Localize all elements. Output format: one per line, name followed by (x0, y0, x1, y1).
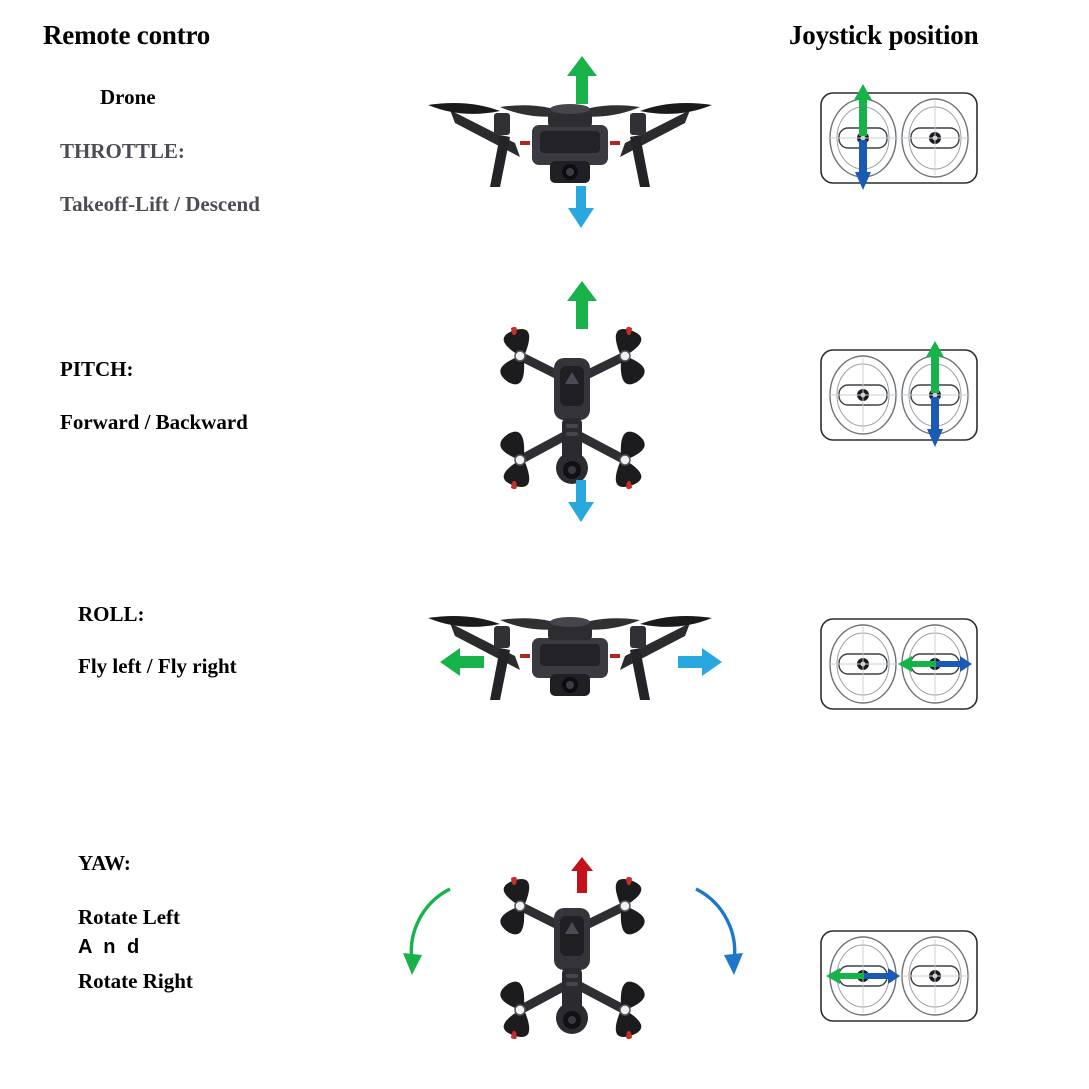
header-remote-control: Remote contro (43, 20, 211, 50)
row-pitch (0, 285, 1089, 515)
blue-down-arrow-pitch (566, 480, 596, 522)
drone-top-view-yaw (480, 870, 665, 1050)
label-throttle-title: THROTTLE: (60, 139, 185, 163)
row-yaw (0, 845, 1089, 1060)
label-pitch-title: PITCH: (60, 357, 134, 381)
joystick-module-yaw[interactable] (820, 930, 978, 1022)
label-roll-desc: Fly left / Fly right (78, 654, 237, 678)
red-up-arrow-yaw (570, 857, 594, 893)
label-yaw-desc-line2: A n d (78, 936, 143, 958)
label-drone: Drone (100, 85, 156, 109)
green-curved-arrow-rotate-left (398, 883, 458, 983)
label-yaw-desc-line3: Rotate Right (78, 969, 193, 993)
blue-curved-arrow-rotate-right (688, 883, 748, 983)
blue-down-arrow-throttle (566, 186, 596, 228)
label-yaw-title: YAW: (78, 851, 131, 875)
label-roll-title: ROLL: (78, 602, 145, 626)
green-up-arrow-pitch (565, 281, 599, 329)
label-pitch-desc: Forward / Backward (60, 410, 248, 434)
row-throttle (0, 50, 1089, 240)
blue-right-arrow-roll (678, 646, 722, 678)
label-yaw-desc-line1: Rotate Left (78, 905, 181, 929)
joystick-module-pitch[interactable] (820, 349, 978, 441)
green-up-arrow-throttle (565, 56, 599, 104)
joystick-module-throttle[interactable] (820, 92, 978, 184)
drone-top-view-pitch (480, 320, 665, 500)
header-joystick-position: Joystick position (789, 20, 979, 50)
row-roll (0, 600, 1089, 720)
joystick-module-roll[interactable] (820, 618, 978, 710)
label-throttle-desc: Takeoff-Lift / Descend (60, 192, 260, 216)
green-left-arrow-roll (440, 646, 484, 678)
